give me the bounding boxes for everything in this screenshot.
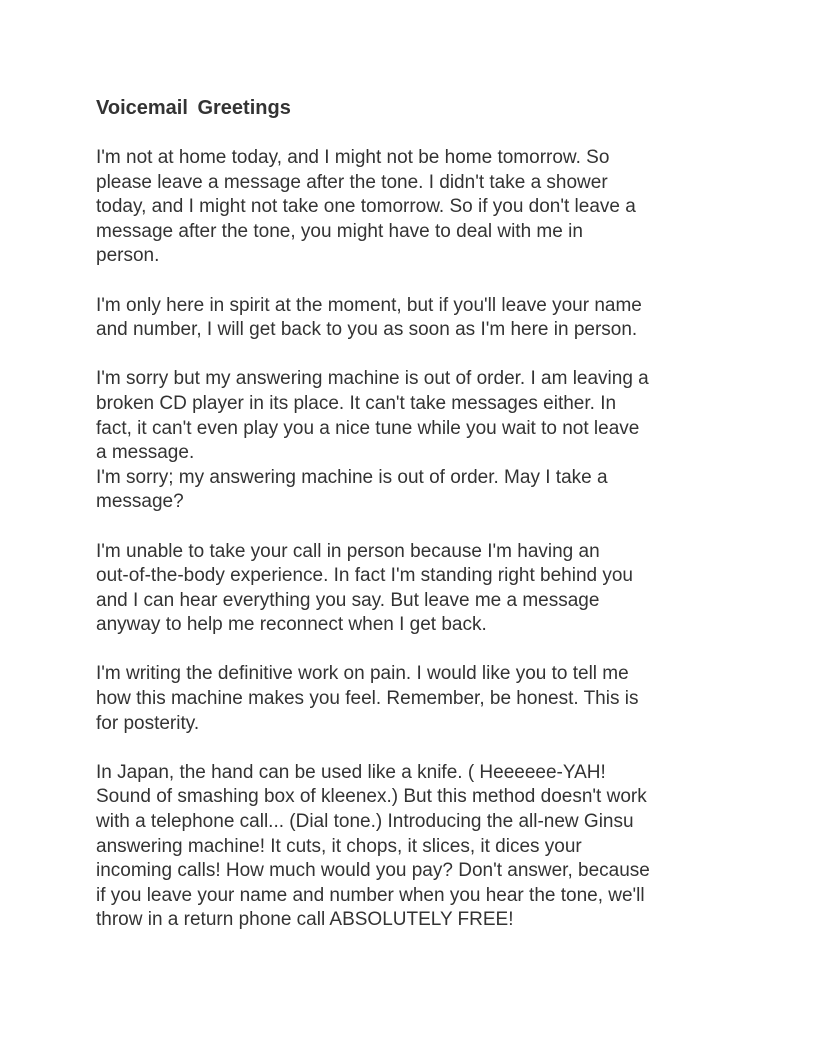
paragraph-not-at-home: I'm not at home today, and I might not be home tomorrow. So please leave a message after the tone. I didn't take a shower today, and I might not take one tomorrow. So if you don't leave a message after the tone, you might have to deal with me in person. (96, 147, 636, 267)
paragraph-broken-cd-player: I'm sorry but my answering machine is out of order. I am leaving a broken CD player in its place. It can't take messages either. In fact, it can't even play you a nice tune while you wait to not leave a message. (96, 368, 649, 464)
paragraph-out-of-body: I'm unable to take your call in person because I'm having an out-of-the-body experience. In fact I'm standing right behind you and I can hear everything you say. But leave me a message anyway to help me reconnect when I get back. (96, 540, 634, 636)
document-page (96, 94, 721, 933)
document-title: Voicemail Greetings (96, 97, 291, 119)
paragraph-may-i-take-message: I'm sorry; my answering machine is out of order. May I take a message? (96, 466, 608, 513)
paragraph-ginsu-machine: In Japan, the hand can be used like a knife. ( Heeeeee-YAH! Sound of smashing box of kleenex.) But this method doesn't work with a telephone call... (Dial tone.) Introducing the all-new Ginsu answering machine! It cuts, it chops, it slices, it dices your incoming calls! How much would you pay? Don't answer, because if you leave your name and number when you hear the tone, we'll throw in a return phone call ABSOLUTELY FREE! (96, 761, 650, 931)
paragraph-definitive-work: I'm writing the definitive work on pain. I would like you to tell me how this machine makes you feel. Remember, be honest. This is for posterity. (96, 663, 639, 734)
paragraph-here-in-spirit: I'm only here in spirit at the moment, but if you'll leave your name and number, I will get back to you as soon as I'm here in person. (96, 294, 642, 341)
